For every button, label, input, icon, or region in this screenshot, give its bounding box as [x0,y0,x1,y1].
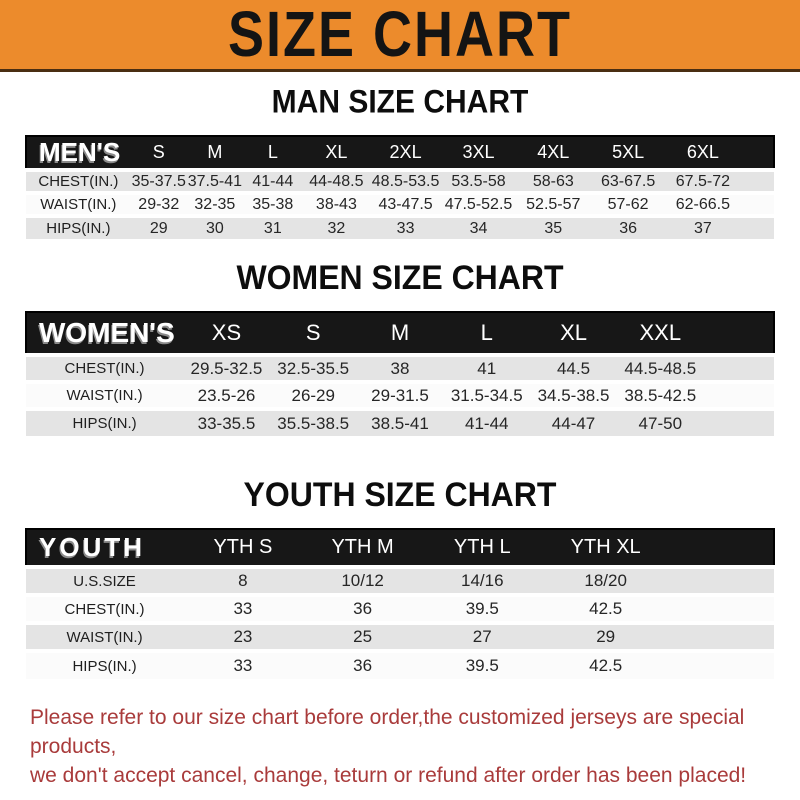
column-header: XL [530,312,617,355]
size-value: 18/20 [542,567,669,595]
column-header: XL [303,136,370,170]
row-label: CHEST(IN.) [26,595,183,623]
column-header: S [270,312,357,355]
size-value: 48.5-53.5 [370,170,441,193]
column-header: M [357,312,444,355]
size-value: 62-66.5 [665,193,740,216]
women-table-title: WOMEN'S [26,312,183,355]
size-value: 39.5 [422,651,542,679]
size-value: 29-32 [131,193,187,216]
column-header: 2XL [370,136,441,170]
column-header: 5XL [591,136,666,170]
column-header: M [187,136,243,170]
size-value: 38-43 [303,193,370,216]
size-value: 37 [665,216,740,239]
table-row [26,355,774,382]
table-row [26,623,774,651]
size-chart-banner [0,0,800,72]
column-header: YTH XL [542,529,669,567]
banner-title: SIZE CHART [228,0,572,70]
size-value: 36 [591,216,666,239]
size-value: 41 [443,355,530,382]
size-value: 44.5 [530,355,617,382]
size-value: 41-44 [443,409,530,436]
row-label: CHEST(IN.) [26,355,183,382]
column-header: L [443,312,530,355]
size-value: 26-29 [270,382,357,409]
cell-filler [704,409,774,436]
size-value: 42.5 [542,595,669,623]
youth-size-chart-heading: YOUTH SIZE CHART [243,474,557,514]
size-value: 33 [370,216,441,239]
size-value: 57-62 [591,193,666,216]
column-header: L [243,136,303,170]
row-label: HIPS(IN.) [26,409,183,436]
size-value: 29 [542,623,669,651]
cell-filler [704,355,774,382]
column-header: YTH L [422,529,542,567]
size-value: 10/12 [303,567,423,595]
disclaimer-line-2: we don't accept cancel, change, teturn or refund after order has been placed! [30,764,747,787]
size-value: 34.5-38.5 [530,382,617,409]
column-header: YTH M [303,529,423,567]
youth-size-table [25,528,775,679]
table-row [26,382,774,409]
order-disclaimer [30,703,776,790]
size-value: 23.5-26 [183,382,270,409]
man-size-chart-heading: MAN SIZE CHART [271,84,529,121]
size-value: 44.5-48.5 [617,355,704,382]
size-value: 31 [243,216,303,239]
men-table-title: MEN'S [26,136,131,170]
header-filler [669,529,774,567]
column-header: 3XL [441,136,516,170]
youth-table-title: YOUTH [26,529,183,567]
size-value: 31.5-34.5 [443,382,530,409]
table-row [26,595,774,623]
size-value: 30 [187,216,243,239]
row-label: WAIST(IN.) [26,193,131,216]
size-value: 32 [303,216,370,239]
size-value: 33 [183,595,303,623]
size-value: 29-31.5 [357,382,444,409]
size-value: 36 [303,595,423,623]
column-header: XS [183,312,270,355]
size-value: 58-63 [516,170,591,193]
row-label: CHEST(IN.) [26,170,131,193]
size-value: 39.5 [422,595,542,623]
cell-filler [669,567,774,595]
size-value: 35-38 [243,193,303,216]
column-header: XXL [617,312,704,355]
size-value: 44-48.5 [303,170,370,193]
men-size-table [25,135,775,239]
size-value: 32-35 [187,193,243,216]
size-value: 53.5-58 [441,170,516,193]
size-value: 67.5-72 [665,170,740,193]
table-row [26,409,774,436]
size-value: 35.5-38.5 [270,409,357,436]
women-size-table [25,311,775,436]
size-value: 29.5-32.5 [183,355,270,382]
size-value: 29 [131,216,187,239]
size-value: 34 [441,216,516,239]
row-label: HIPS(IN.) [26,216,131,239]
size-value: 35 [516,216,591,239]
size-value: 35-37.5 [131,170,187,193]
size-value: 47-50 [617,409,704,436]
cell-filler [704,382,774,409]
table-row [26,651,774,679]
size-value: 41-44 [243,170,303,193]
cell-filler [669,595,774,623]
size-value: 43-47.5 [370,193,441,216]
size-value: 23 [183,623,303,651]
women-size-chart-heading: WOMEN SIZE CHART [236,257,564,297]
cell-filler [740,216,774,239]
cell-filler [740,170,774,193]
size-value: 33-35.5 [183,409,270,436]
row-label: WAIST(IN.) [26,623,183,651]
size-value: 33 [183,651,303,679]
size-value: 42.5 [542,651,669,679]
size-value: 47.5-52.5 [441,193,516,216]
size-value: 27 [422,623,542,651]
column-header: 4XL [516,136,591,170]
table-row [26,216,774,239]
row-label: U.S.SIZE [26,567,183,595]
cell-filler [669,651,774,679]
size-value: 8 [183,567,303,595]
cell-filler [669,623,774,651]
size-value: 32.5-35.5 [270,355,357,382]
size-value: 37.5-41 [187,170,243,193]
table-row [26,567,774,595]
men-header-row [26,136,774,170]
column-header: S [131,136,187,170]
column-header: YTH S [183,529,303,567]
size-value: 63-67.5 [591,170,666,193]
table-row [26,193,774,216]
header-filler [704,312,774,355]
size-value: 44-47 [530,409,617,436]
cell-filler [740,193,774,216]
size-value: 38.5-42.5 [617,382,704,409]
column-header: 6XL [665,136,740,170]
header-filler [740,136,774,170]
size-value: 14/16 [422,567,542,595]
size-value: 52.5-57 [516,193,591,216]
size-value: 38.5-41 [357,409,444,436]
disclaimer-line-1: Please refer to our size chart before order,the customized jerseys are special products, [30,706,745,758]
women-header-row [26,312,774,355]
table-row [26,170,774,193]
row-label: WAIST(IN.) [26,382,183,409]
row-label: HIPS(IN.) [26,651,183,679]
youth-header-row [26,529,774,567]
size-value: 25 [303,623,423,651]
size-value: 38 [357,355,444,382]
size-value: 36 [303,651,423,679]
